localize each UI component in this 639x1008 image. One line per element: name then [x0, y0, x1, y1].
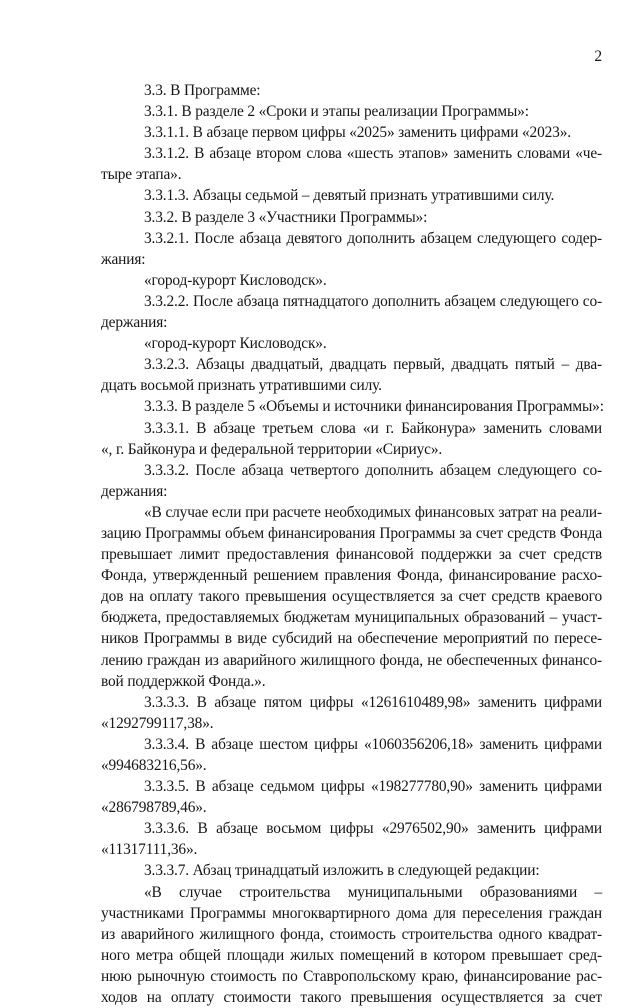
- text-line: дов на оплату такого превышения осуществляется за счет средств краевого: [101, 588, 602, 606]
- text-line: нюю рыночную стоимость по Ставропольскому краю, финансирование рас-: [101, 967, 602, 985]
- text-line: 3.3.3.1. В абзаце третьем слова «и г. Байконура» заменить словами: [144, 419, 602, 437]
- text-line: ного метра общей площади жилых помещений в котором превышает сред-: [101, 946, 602, 964]
- text-line: бюджета, предоставляемых бюджетам муниципальных образований – участ-: [101, 609, 602, 627]
- text-line: вой поддержкой Фонда.».: [101, 672, 266, 690]
- text-line: «994683216,56».: [101, 757, 207, 774]
- text-line: держания:: [101, 314, 168, 332]
- text-line: «286798789,46».: [101, 799, 207, 817]
- text-line: ников Программы в виде субсидий на обеспечение мероприятий по пересе-: [101, 630, 602, 648]
- text-line: «В случае строительства муниципальными образованиями –: [144, 883, 602, 901]
- text-line: 3.3.1.3. Абзацы седьмой – девятый признать утратившими силу.: [144, 187, 555, 205]
- text-line: 3.3.2. В разделе 3 «Участники Программы»:: [144, 208, 428, 226]
- text-line: 3.3.1.2. В абзаце втором слова «шесть этапов» заменить словами «че-: [144, 145, 602, 163]
- text-line: 3.3.2.3. Абзацы двадцатый, двадцать первый, двадцать пятый – два-: [144, 356, 602, 374]
- text-line: ходов на оплату стоимости такого превышения осуществляется за счет: [101, 989, 602, 1007]
- text-line: «В случае если при расчете необходимых финансовых затрат на реали-: [144, 503, 602, 521]
- text-line: 3.3.3.7. Абзац тринадцатый изложить в следующей редакции:: [144, 862, 540, 880]
- text-line: Фонда, утвержденный решением правления Фонда, финансирование расхо-: [101, 567, 602, 585]
- text-line: зацию Программы объем финансирования Программы за счет средств Фонда: [101, 524, 602, 542]
- text-line: держания:: [101, 482, 168, 500]
- text-line: 3.3.3.4. В абзаце шестом цифры «1060356206,18» заменить цифрами: [144, 735, 602, 753]
- text-line: «, г. Байконура и федеральной территории «Сириус».: [101, 440, 443, 458]
- text-line: 3.3.3.3. В абзаце пятом цифры «1261610489,98» заменить цифрами: [144, 693, 602, 711]
- text-line: жания:: [101, 250, 146, 268]
- text-line: «город-курорт Кисловодск».: [144, 335, 327, 353]
- text-line: 3.3. В Программе:: [144, 82, 261, 99]
- text-line: тыре этапа».: [101, 166, 182, 184]
- text-line: 3.3.2.2. После абзаца пятнадцатого дополнить абзацем следующего со-: [144, 292, 602, 310]
- text-line: «город-курорт Кисловодск».: [144, 271, 327, 289]
- document-body: [101, 80, 602, 1008]
- text-line: «1292799117,38».: [101, 714, 214, 732]
- text-line: «11317111,36».: [101, 841, 198, 859]
- text-line: 3.3.2.1. После абзаца девятого дополнить абзацем следующего содер-: [144, 229, 602, 247]
- text-line: из аварийного жилищного фонда, стоимость строительства одного квадрат-: [101, 925, 602, 943]
- text-line: дцать восьмой признать утратившими силу.: [101, 377, 382, 395]
- text-line: лению граждан из аварийного жилищного фонда, не обеспеченных финансо-: [101, 651, 602, 669]
- text-line: 3.3.1. В разделе 2 «Сроки и этапы реализации Программы»:: [144, 103, 529, 121]
- text-line: 3.3.3.2. После абзаца четвертого дополнить абзацем следующего со-: [144, 461, 602, 479]
- text-line: превышает лимит предоставления финансовой поддержки за счет средств: [101, 546, 602, 564]
- text-line: 3.3.3.5. В абзаце седьмом цифры «198277780,90» заменить цифрами: [144, 778, 602, 796]
- text-line: 3.3.3. В разделе 5 «Объемы и источники финансирования Программы»:: [144, 398, 604, 416]
- text-line: 3.3.3.6. В абзаце восьмом цифры «2976502,90» заменить цифрами: [144, 820, 602, 838]
- page-number: 2: [594, 48, 602, 65]
- text-line: 3.3.1.1. В абзаце первом цифры «2025» заменить цифрами «2023».: [144, 124, 571, 142]
- text-line: участниками Программы многоквартирного дома для переселения граждан: [101, 904, 602, 922]
